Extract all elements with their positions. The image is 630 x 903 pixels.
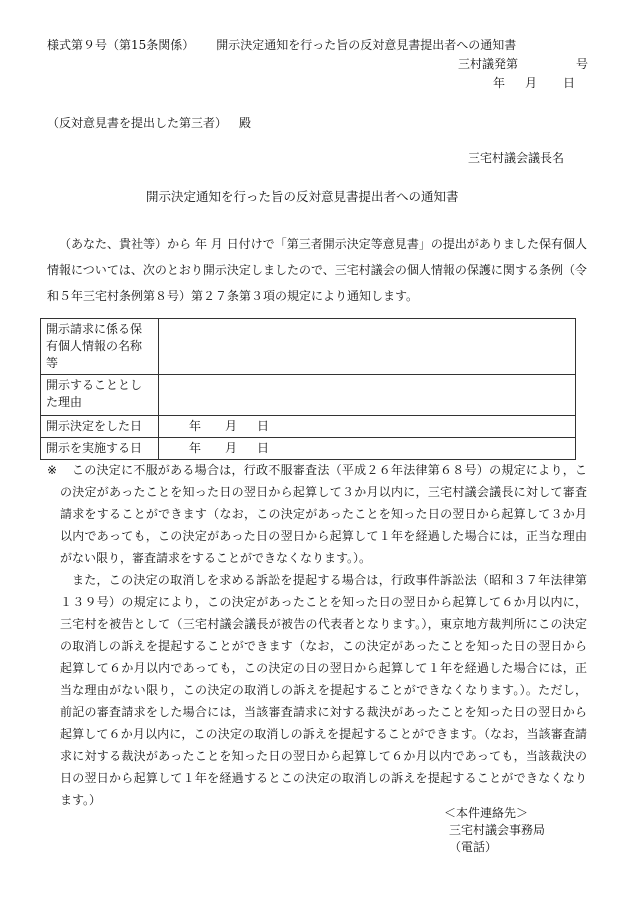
document-date: [493, 76, 575, 92]
row-label-info-name: 開示請求に係る保有個人情報の名称等: [41, 319, 159, 375]
note-paragraph-review: この決定に不服がある場合は，行政不服審査法（平成２６年法律第６８号）の規定により，この決定があったことを知った日の翌日から起算して３か月以内に，三宅村議会議長に対して審査請求をすることができます（なお，この決定があったことを知った日の翌日から起算して３か月以内であっても，この決定があった日の翌日から起算して１年を経過した場合には，正当な理由がない限り，審査請求をすることができなくなります。）。: [60, 463, 587, 565]
decision-year: 年: [189, 419, 202, 433]
form-number: 様式第９号（第15条関係）: [47, 38, 195, 52]
contact-phone: （電話）: [449, 840, 498, 854]
contact-heading: ＜本件連絡先＞: [444, 806, 529, 820]
implementation-year: 年: [189, 441, 202, 455]
document-number: [458, 57, 588, 73]
note-mark: ※: [47, 463, 58, 477]
row-value-info-name: [159, 319, 576, 375]
disclosure-info-table: [40, 318, 576, 460]
addressee: [47, 116, 251, 132]
decision-day: 日: [257, 419, 270, 433]
implementation-month: 月: [225, 441, 238, 455]
document-title: 開示決定通知を行った旨の反対意見書提出者への通知書: [146, 189, 459, 204]
table-row: [41, 416, 576, 438]
form-header-line: [47, 38, 516, 54]
table-row: [41, 319, 576, 375]
contact-info: [444, 805, 545, 856]
decision-month: 月: [225, 419, 238, 433]
note-paragraph-lawsuit: また，この決定の取消しを求める訴訟を提起する場合は，行政事件訴訟法（昭和３７年法律第１３９号）の規定により，この決定があったことを知った日の翌日から起算して６か月以内に，三宅村を被告として（三宅村議会議長が被告の代表者となります。），東京地方裁判所にこの決定の取消しの訴えを提起することができます（なお，この決定があったことを知った日の翌日から起算して６か月以内であっても，この決定の日の翌日から起算して１年を経過した場合には，正当な理由がない限り，この決定の取消しの訴えを提起することができなくなります。）。ただし，前記の審査請求をした場合には，当該審査請求に対する裁決があったことを知った日の翌日から起算して６か月以内に，この決定の取消しの訴えを提起することができます。（なお，当該審査請求に対する裁決があったことを知った日の翌日から起算して６か月以内であっても，当該裁決の日の翌日から起算して１年を経過するとこの決定の取消しの訴えを提起することができなくなります。）: [60, 573, 587, 807]
notice-body: （あなた、貴社等）から 年 月 日付けで「第三者開示決定等意見書」の提出がありました保有個人情報については、次のとおり開示決定しましたので、三宅村議会の個人情報の保護に関する条例（令和５年三宅村条例第８号）第２７条第３項の規定により通知します。: [47, 237, 587, 303]
addressee-name: （反対意見書を提出した第三者）: [47, 116, 228, 130]
date-day: 日: [563, 76, 576, 90]
form-title: 開示決定通知を行った旨の反対意見書提出者への通知書: [216, 38, 517, 52]
row-label-reason: 開示することとした理由: [41, 375, 159, 416]
row-value-implementation-date: [159, 438, 576, 460]
implementation-day: 日: [257, 441, 270, 455]
contact-office: 三宅村議会事務局: [449, 823, 546, 837]
sender-name: 三宅村議会議長名: [468, 151, 565, 165]
row-value-reason: [159, 375, 576, 416]
date-month: 月: [525, 76, 538, 90]
row-label-implementation-date: 開示を実施する日: [41, 438, 159, 460]
date-year: 年: [493, 76, 506, 90]
row-value-decision-date: [159, 416, 576, 438]
row-label-decision-date: 開示決定をした日: [41, 416, 159, 438]
table-row: [41, 438, 576, 460]
doc-number-prefix: 三村議発第: [458, 57, 519, 71]
addressee-honorific: 殿: [239, 116, 252, 130]
doc-number-suffix: 号: [576, 57, 589, 71]
table-row: [41, 375, 576, 416]
appeal-notice: [47, 459, 587, 811]
